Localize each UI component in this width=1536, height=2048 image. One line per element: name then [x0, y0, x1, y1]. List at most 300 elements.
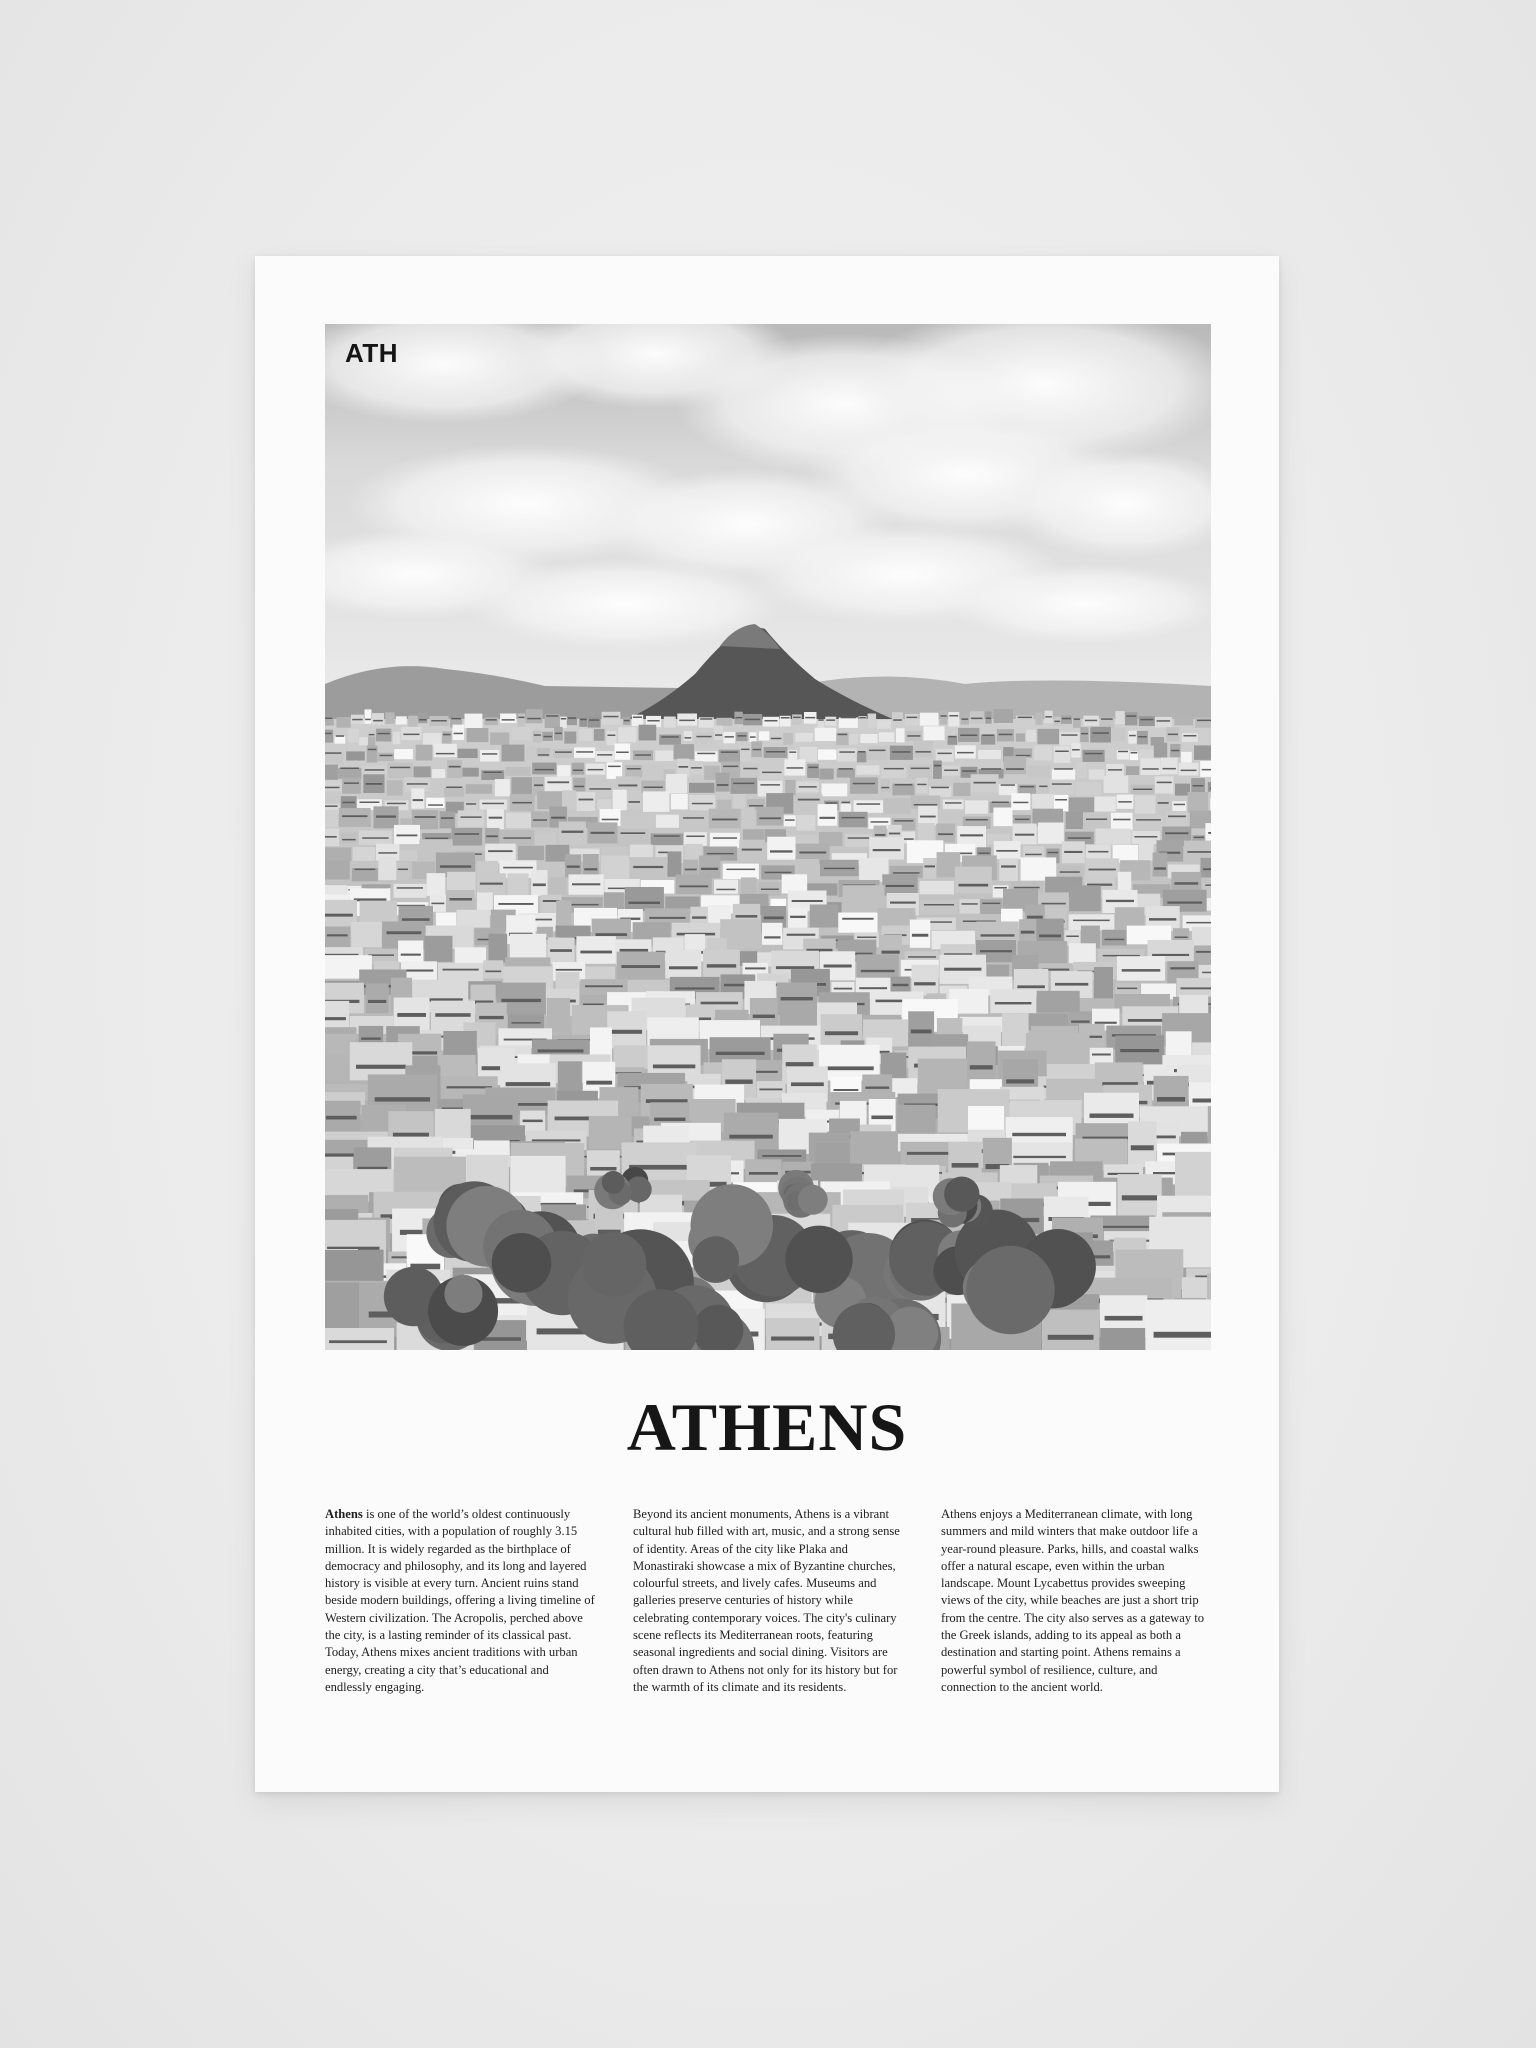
building-window-row	[1013, 1156, 1066, 1158]
building	[867, 746, 887, 760]
building-window-row	[1071, 1021, 1089, 1023]
text-columns	[325, 1506, 1211, 1696]
building-window-row	[766, 751, 785, 753]
building-window-row	[573, 770, 583, 772]
building	[933, 761, 942, 779]
building-window-row	[781, 717, 790, 719]
column-3-body: Athens enjoys a Mediterranean climate, with long summers and mild winters that make outdoor life a year-round pleasure. Parks, hills, and coastal walks offer a natural escape, even within the urban landscape. Mount Lycabettus provides sweeping views of the city, while beaches are just a short trip from the centre. The city also serves as a gateway to the Greek islands, adding to its appeal as both a destination and starting point. Athens remains a powerful symbol of resilience, culture, and connection to the ancient world.	[941, 1507, 1205, 1694]
building	[625, 887, 664, 911]
building-window-row	[974, 782, 996, 784]
building	[1076, 782, 1101, 795]
building-window-row	[1048, 1335, 1094, 1340]
building-window-row	[1152, 954, 1189, 956]
building-window-row	[556, 969, 582, 971]
building-window-row	[1048, 852, 1059, 854]
building-window-row	[1210, 788, 1211, 790]
building-window-row	[1020, 786, 1034, 788]
building-window-row	[1120, 1049, 1159, 1052]
building	[868, 714, 877, 728]
building	[1161, 758, 1178, 775]
building-window-row	[893, 872, 920, 874]
building-window-row	[489, 817, 503, 819]
building-window-row	[1122, 1195, 1158, 1200]
building-window-row	[1157, 782, 1172, 784]
building-window-row	[451, 718, 461, 720]
building	[579, 729, 592, 741]
building-window-row	[449, 766, 461, 768]
building-window-row	[999, 734, 1013, 736]
building	[451, 828, 482, 846]
building	[408, 716, 418, 728]
building-window-row	[1118, 751, 1128, 753]
building	[572, 763, 585, 775]
building-window-row	[753, 749, 762, 751]
building-window-row	[911, 1030, 932, 1034]
building-window-row	[1157, 1097, 1185, 1102]
building	[1111, 813, 1133, 831]
text-column-3	[941, 1506, 1211, 1696]
building	[908, 764, 932, 779]
building	[733, 794, 745, 809]
building	[487, 809, 504, 829]
building-window-row	[527, 718, 541, 720]
building	[342, 778, 361, 794]
building-window-row	[624, 720, 630, 722]
building	[714, 880, 738, 894]
building	[896, 728, 905, 742]
building-window-row	[834, 1089, 859, 1091]
building	[336, 717, 350, 728]
building	[505, 767, 530, 776]
tree-canopy	[582, 1232, 647, 1297]
building	[394, 884, 427, 898]
building-window-row	[555, 751, 572, 753]
building-window-row	[764, 936, 780, 938]
building	[630, 845, 653, 860]
building	[338, 768, 361, 779]
building-window-row	[1134, 836, 1157, 838]
building	[797, 815, 816, 831]
building-window-row	[960, 735, 977, 737]
building	[860, 734, 877, 743]
building	[668, 851, 682, 876]
building-window-row	[1054, 721, 1060, 723]
building	[1085, 858, 1119, 877]
building	[741, 877, 757, 895]
building	[378, 857, 396, 880]
building-window-row	[1055, 751, 1069, 753]
building	[1037, 729, 1059, 744]
building-window-row	[1074, 718, 1080, 720]
building-window-row	[1017, 985, 1045, 988]
building	[1153, 852, 1168, 876]
building-window-row	[479, 1016, 504, 1019]
building-window-row	[450, 898, 473, 901]
building-window-row	[957, 752, 974, 754]
building	[1115, 711, 1124, 724]
building	[325, 730, 333, 743]
building	[525, 747, 535, 761]
building-window-row	[356, 1065, 406, 1069]
building-window-row	[842, 802, 851, 804]
building	[1104, 776, 1129, 793]
building	[325, 765, 338, 780]
building	[553, 749, 574, 758]
building	[1128, 1122, 1157, 1168]
building	[845, 834, 872, 847]
building-window-row	[1060, 871, 1080, 873]
building	[378, 753, 394, 762]
building-window-row	[908, 956, 936, 958]
building-window-row	[1131, 752, 1138, 754]
building-window-row	[447, 1086, 493, 1088]
building-window-row	[971, 718, 982, 720]
building-window-row	[787, 767, 804, 769]
building-window-row	[1105, 1316, 1143, 1321]
building-window-row	[415, 816, 436, 818]
building-window-row	[742, 849, 762, 851]
building-window-row	[608, 735, 616, 737]
building-window-row	[586, 1081, 612, 1085]
building-window-row	[915, 751, 931, 753]
building-window-row	[654, 835, 680, 837]
building-window-row	[538, 754, 549, 756]
building-window-row	[882, 951, 900, 954]
building-window-row	[707, 853, 734, 855]
building-window-row	[736, 915, 758, 918]
building-window-row	[597, 754, 612, 756]
building	[1052, 769, 1075, 779]
building	[740, 746, 751, 762]
building-window-row	[871, 821, 889, 823]
building	[1139, 716, 1155, 726]
building	[367, 746, 378, 763]
building	[918, 806, 938, 826]
building	[892, 712, 903, 724]
building-window-row	[435, 1013, 470, 1017]
building-window-row	[326, 1116, 357, 1120]
building	[795, 733, 812, 742]
building-window-row	[340, 768, 359, 770]
building	[465, 714, 483, 729]
building	[1192, 927, 1211, 948]
building	[1210, 798, 1211, 811]
building-window-row	[949, 736, 957, 738]
building	[577, 792, 596, 811]
building-window-row	[568, 717, 576, 719]
building-window-row	[1118, 801, 1131, 803]
building	[1117, 956, 1165, 981]
building-window-row	[375, 1097, 430, 1101]
building-window-row	[920, 816, 936, 818]
building	[447, 760, 462, 778]
building-window-row	[1001, 865, 1016, 867]
building	[762, 923, 783, 945]
building	[677, 714, 697, 726]
building-window-row	[661, 736, 678, 738]
tree-canopy	[966, 1246, 1054, 1334]
building	[1002, 1013, 1029, 1048]
building-window-row	[512, 802, 532, 804]
building	[936, 824, 955, 843]
building-window-row	[368, 749, 377, 751]
building-window-row	[1117, 988, 1137, 990]
building-window-row	[895, 784, 913, 786]
building-window-row	[407, 783, 428, 785]
building	[512, 727, 530, 741]
building-window-row	[865, 1087, 889, 1089]
building-window-row	[881, 787, 889, 789]
building	[839, 718, 858, 728]
building-window-row	[608, 766, 621, 768]
tree-canopy	[693, 1236, 740, 1283]
building	[1106, 748, 1116, 759]
building	[850, 1131, 898, 1166]
building	[562, 790, 576, 808]
building-window-row	[425, 838, 448, 840]
building	[948, 712, 959, 727]
building-window-row	[361, 1038, 381, 1040]
building-window-row	[889, 833, 900, 835]
building	[716, 718, 732, 726]
building	[397, 862, 410, 880]
building-window-row	[440, 865, 471, 868]
building	[671, 794, 688, 809]
building-window-row	[1095, 1022, 1117, 1024]
building	[325, 1001, 349, 1031]
building	[351, 922, 382, 947]
building	[372, 713, 384, 725]
building-window-row	[805, 717, 815, 719]
building-window-row	[402, 918, 430, 921]
building-window-row	[398, 869, 408, 871]
building	[665, 950, 701, 979]
building-window-row	[1086, 819, 1107, 821]
building	[905, 714, 918, 725]
building-window-row	[776, 966, 814, 969]
building	[857, 954, 899, 978]
building-window-row	[1006, 768, 1024, 770]
building	[495, 779, 510, 796]
building	[1126, 766, 1139, 775]
building	[1194, 745, 1211, 760]
building-window-row	[1039, 935, 1061, 938]
building-window-row	[1045, 716, 1052, 718]
building	[920, 881, 955, 894]
building-window-row	[419, 719, 427, 721]
building-window-row	[369, 734, 375, 736]
building	[856, 765, 879, 774]
building-window-row	[441, 817, 454, 819]
building	[877, 720, 891, 729]
building-window-row	[1015, 819, 1029, 821]
building	[760, 770, 784, 780]
building-window-row	[533, 819, 547, 821]
building-window-row	[1085, 753, 1103, 755]
building-window-row	[820, 817, 836, 819]
building-window-row	[944, 770, 958, 772]
building-window-row	[737, 735, 746, 737]
building-window-row	[486, 719, 497, 721]
building	[576, 936, 616, 964]
building-window-row	[790, 916, 806, 918]
building-window-row	[760, 784, 780, 786]
building-window-row	[723, 766, 738, 768]
building	[467, 728, 489, 742]
building	[507, 873, 528, 898]
building	[1083, 750, 1105, 762]
building-window-row	[753, 1015, 775, 1018]
building-window-row	[325, 805, 338, 807]
building-window-row	[825, 1066, 874, 1070]
building-window-row	[884, 768, 904, 770]
building	[480, 800, 507, 810]
building	[1066, 812, 1083, 829]
building-window-row	[1203, 868, 1211, 870]
building	[458, 810, 484, 827]
building-window-row	[1061, 734, 1077, 736]
building-window-row	[894, 820, 913, 822]
building-window-row	[1088, 851, 1108, 853]
building	[1172, 801, 1186, 811]
building-window-row	[1170, 967, 1195, 969]
building	[385, 712, 394, 724]
building-window-row	[853, 783, 875, 785]
building-window-row	[750, 736, 756, 738]
building	[458, 749, 478, 758]
building-window-row	[686, 836, 704, 838]
building	[1188, 792, 1209, 813]
building	[1023, 846, 1044, 859]
column-1-lead: Athens	[325, 1507, 363, 1521]
building	[489, 934, 508, 963]
building	[1184, 841, 1211, 860]
building	[411, 788, 424, 808]
building-window-row	[982, 903, 1000, 905]
building	[689, 795, 715, 810]
building-window-row	[518, 717, 524, 719]
building-window-row	[841, 717, 856, 719]
building	[1004, 756, 1026, 774]
building	[940, 711, 948, 725]
building-window-row	[912, 934, 928, 937]
building-window-row	[393, 1133, 429, 1138]
building	[432, 769, 445, 778]
building	[766, 1318, 820, 1350]
building	[346, 751, 365, 760]
building-window-row	[995, 1002, 1032, 1004]
building	[588, 717, 601, 728]
building-window-row	[791, 1082, 824, 1086]
building-window-row	[762, 772, 781, 774]
building-window-row	[749, 805, 763, 807]
building	[602, 712, 621, 725]
building	[595, 751, 614, 762]
building-window-row	[859, 987, 887, 989]
building-window-row	[1122, 969, 1161, 972]
building	[483, 960, 503, 978]
building-window-row	[653, 1065, 695, 1069]
building-window-row	[342, 839, 355, 841]
building	[597, 799, 611, 809]
building-window-row	[576, 751, 593, 753]
building-window-row	[857, 937, 876, 939]
building-window-row	[498, 903, 533, 905]
text-column-2	[633, 1506, 903, 1696]
building-window-row	[512, 1022, 541, 1024]
building	[325, 1055, 349, 1081]
building	[1069, 943, 1096, 964]
building	[695, 732, 714, 744]
building	[869, 837, 904, 859]
building	[629, 857, 667, 879]
building	[730, 778, 757, 794]
building	[490, 732, 509, 745]
building-window-row	[873, 849, 901, 851]
building-window-row	[1202, 769, 1211, 771]
building	[547, 998, 570, 1032]
tree-canopy	[492, 1233, 552, 1293]
building-window-row	[469, 1115, 513, 1120]
building	[959, 899, 979, 914]
building-window-row	[1085, 720, 1097, 722]
building-window-row	[1138, 736, 1147, 738]
building	[911, 965, 938, 996]
building-window-row	[859, 717, 866, 719]
building	[526, 709, 543, 723]
building-window-row	[550, 949, 572, 952]
building	[1175, 1152, 1211, 1199]
building-window-row	[934, 765, 941, 767]
building	[440, 811, 456, 828]
building-window-row	[685, 737, 692, 739]
building	[993, 808, 1012, 827]
building-window-row	[945, 802, 962, 804]
building-window-row	[535, 769, 554, 771]
building	[924, 726, 945, 740]
building	[639, 725, 657, 741]
building-window-row	[962, 718, 969, 720]
building	[757, 807, 784, 826]
building-window-row	[1149, 918, 1176, 921]
building	[594, 729, 605, 741]
building-window-row	[691, 767, 702, 769]
building-window-row	[675, 987, 715, 989]
building-window-row	[362, 837, 388, 839]
building-window-row	[627, 768, 641, 770]
building-window-row	[735, 717, 742, 719]
building-window-row	[580, 951, 612, 954]
building-window-row	[798, 799, 820, 801]
building-window-row	[1168, 816, 1186, 818]
building-window-row	[903, 838, 914, 840]
building-window-row	[1014, 887, 1040, 889]
building	[618, 829, 649, 847]
building-window-row	[907, 735, 920, 737]
building	[807, 764, 819, 778]
building-window-row	[588, 769, 604, 771]
building	[1133, 815, 1164, 830]
building	[393, 732, 400, 745]
building-window-row	[996, 850, 1017, 852]
building	[341, 833, 358, 844]
building-window-row	[618, 785, 637, 787]
building-window-row	[405, 970, 434, 972]
building-window-row	[523, 1120, 543, 1123]
building-window-row	[696, 736, 711, 738]
building-window-row	[1175, 937, 1188, 939]
building-window-row	[1157, 720, 1171, 722]
